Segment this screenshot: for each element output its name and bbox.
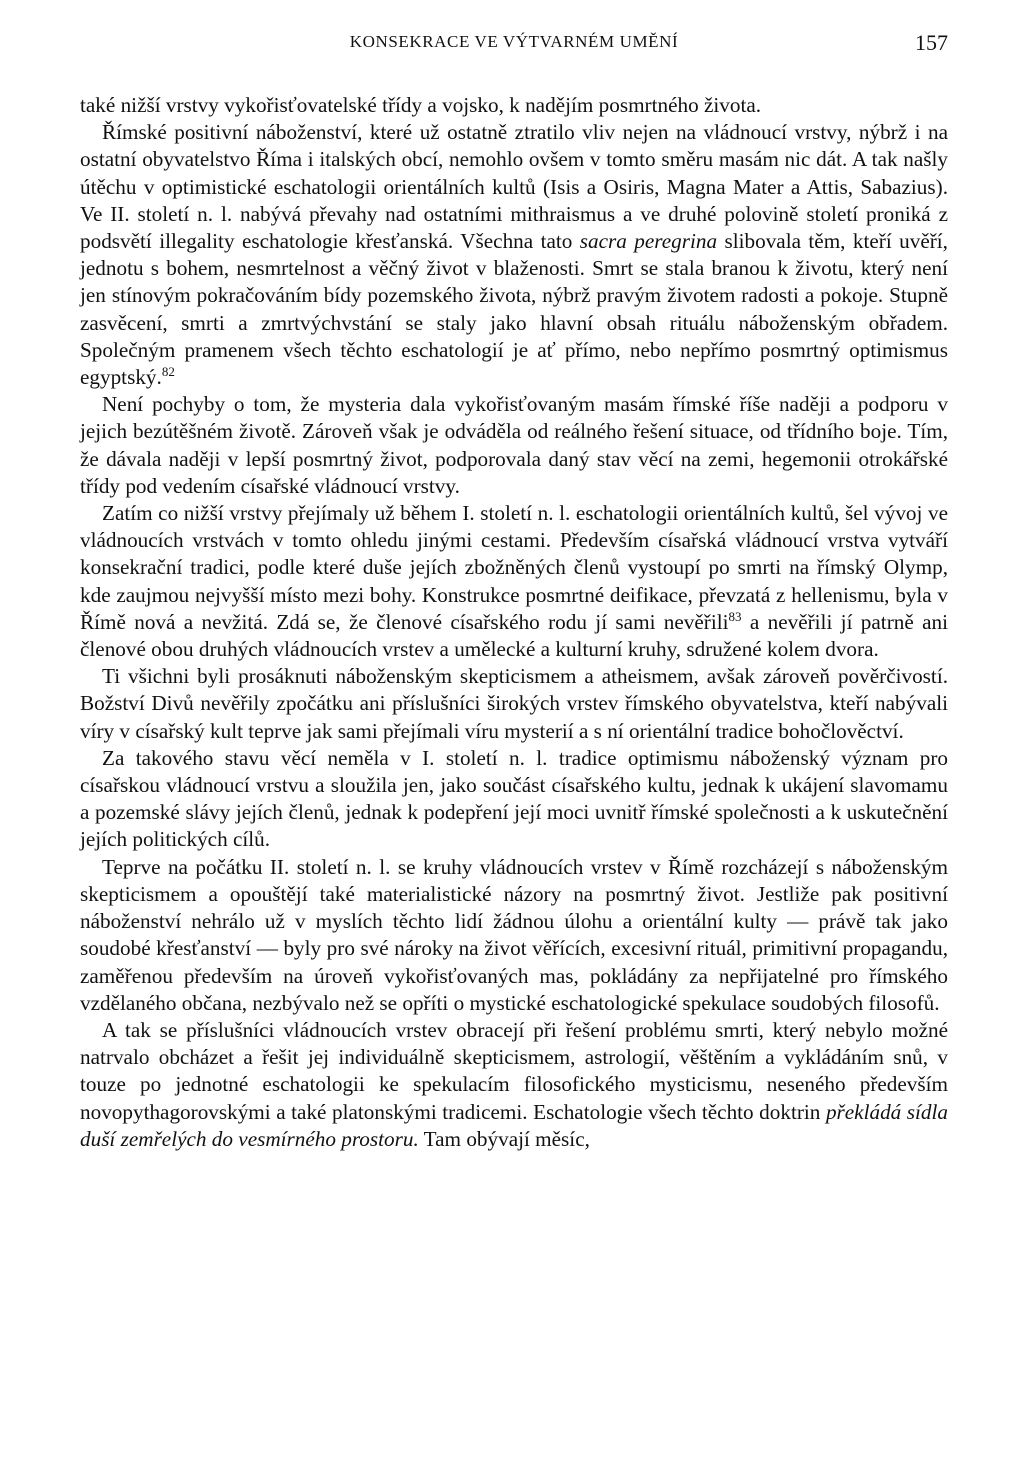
footnote-ref: 83: [728, 608, 742, 624]
text-run: Římské positivní náboženství, které už ostatně ztratilo vliv nejen na vládnoucí vrstvy, nýbrž i na ostatní obyvatelstvo Říma i italských obcí, nemohlo ovšem v tomto směru masám nic dát. A tak našly útěchu v optimistické eschatologii orientálních kultů (Isis a Osiris, Magna Mater a Attis, Sabazius). Ve II. století n. l. nabývá převahy nad ostatními mithraismus a ve druhé polovině století proniká z podsvětí illegality eschatologie křesťanská. Všechna tato: [80, 120, 948, 254]
running-title: KONSEKRACE VE VÝTVARNÉM UMĚNÍ: [349, 32, 679, 51]
paragraph: [80, 745, 948, 854]
text-run: Za takového stavu věcí neměla v I. století n. l. tradice optimismu náboženský význam pro císařskou vládnoucí vrstvu a sloužila jen, jako součást císařského kultu, jednak k ukájení slavomamu a pozemské slávy jejích členů, jednak k podepření její moci uvnitř římské společnosti a k uskutečnění jejích politických cílů.: [80, 745, 948, 852]
text-run: slibovala těm, kteří uvěří, jednotu s bohem, nesmrtelnost a věčný život v blaženosti. Smrt se stala branou k životu, který není jen stínovým pokračováním bídy pozemského života, nýbrž pravým životem radosti a pokoje. Stupně zasvěcení, smrti a zmrtvýchvstání se staly jako hlavní obsah rituálu náboženským obřadem. Společným pramenem všech těchto eschatologií je ať přímo, nebo nepřímo posmrtný optimismus egyptský.: [80, 229, 948, 390]
text-run: a nevěřili jí patrně ani členové obou druhých vládnoucích vrstev a umělecké a kulturní kruhy, sdružené kolem dvora.: [80, 609, 948, 662]
running-head: [80, 30, 948, 68]
text-run: Není pochyby o tom, že mysteria dala vykořisťovaným masám římské říše naději a podporu v jejich bezútěšném životě. Zároveň však je odváděla od reálného řešení situace, od třídního boje. Tím, že dávala naději v lepší posmrtný život, podporovala daný stav věcí na zemi, hegemonii otrokářské třídy pod vedením císařské vládnoucí vrstvy.: [80, 392, 948, 498]
text-run: také nižší vrstvy vykořisťovatelské třídy a vojsko, k nadějím posmrtného života.: [80, 93, 762, 117]
text-run: Tam obývají měsíc,: [418, 1126, 590, 1151]
paragraph-continued: [80, 92, 948, 119]
text-run: Teprve na počátku II. století n. l. se kruhy vládnoucích vrstev v Římě rozcházejí s náboženským skepticismem a opouštějí také materialistické názory na posmrtný život. Jestliže pak positivní náboženství nehrálo už v myslích těchto lidí žádnou úlohu a orientální kulty — právě tak jako soudobé křesťanství — byly pro své nároky na život věřících, excesivní rituál, primitivní propagandu, zaměřenou především na úroveň vykořisťovaných mas, pokládány za nepřijatelné pro římského vzdělaného občana, nezbývalo než se opříti o mystické eschatologické spekulace soudobých filosofů.: [80, 854, 948, 1015]
paragraph: [80, 854, 948, 1017]
italic-phrase: sacra peregrina: [579, 229, 718, 254]
paragraph: [80, 119, 948, 391]
text-run: Ti všichni byli prosáknuti náboženským skepticismem a atheismem, avšak zároveň pověrčivostí. Božství Divů nevěřily zpočátku ani příslušníci širokých vrstev římského obyvatelstva, kteří nabývali víry v císařský kult teprve jak sami přejímali víru mysterií a s ní orientální tradice bohočlověctví.: [80, 664, 948, 743]
footnote-ref: 82: [161, 364, 175, 380]
page-number: 157: [915, 30, 948, 55]
paragraph: [80, 500, 948, 663]
paragraph: [80, 663, 948, 745]
paragraph: [80, 391, 948, 500]
body-text: [80, 92, 948, 1153]
book-page: [80, 30, 948, 1153]
paragraph: [80, 1017, 948, 1153]
italic-phrase: překládá sídla duší zemřelých do vesmírného prostoru.: [80, 1099, 948, 1151]
text-run: Zatím co nižší vrstvy přejímaly už během I. století n. l. eschatologii orientálních kultů, šel vývoj ve vládnoucích vrstvách v tomto ohledu jinými cestami. Především císařská vládnoucí vrstva vytváří konsekrační tradici, podle které duše jejích zbožněných členů vystoupí po smrti na římský Olymp, kde zaujmou nejvyšší místo mezi bohy. Konstrukce posmrtné deifikace, převzatá z hellenismu, byla v Římě nová a nevžitá. Zdá se, že členové císařského rodu jí sami nevěřili: [80, 501, 948, 634]
text-run: A tak se příslušníci vládnoucích vrstev obracejí při řešení problému smrti, který nebylo možné natrvalo obcházet a řešit jej individuálně skepticismem, astrologií, věštěním a vykládáním snů, v touze po jednotné eschatologii ke spekulacím filosofického mysticismu, neseného především novopythagorovskými a také platonskými tradicemi. Eschatologie všech těchto doktrin: [80, 1017, 948, 1124]
